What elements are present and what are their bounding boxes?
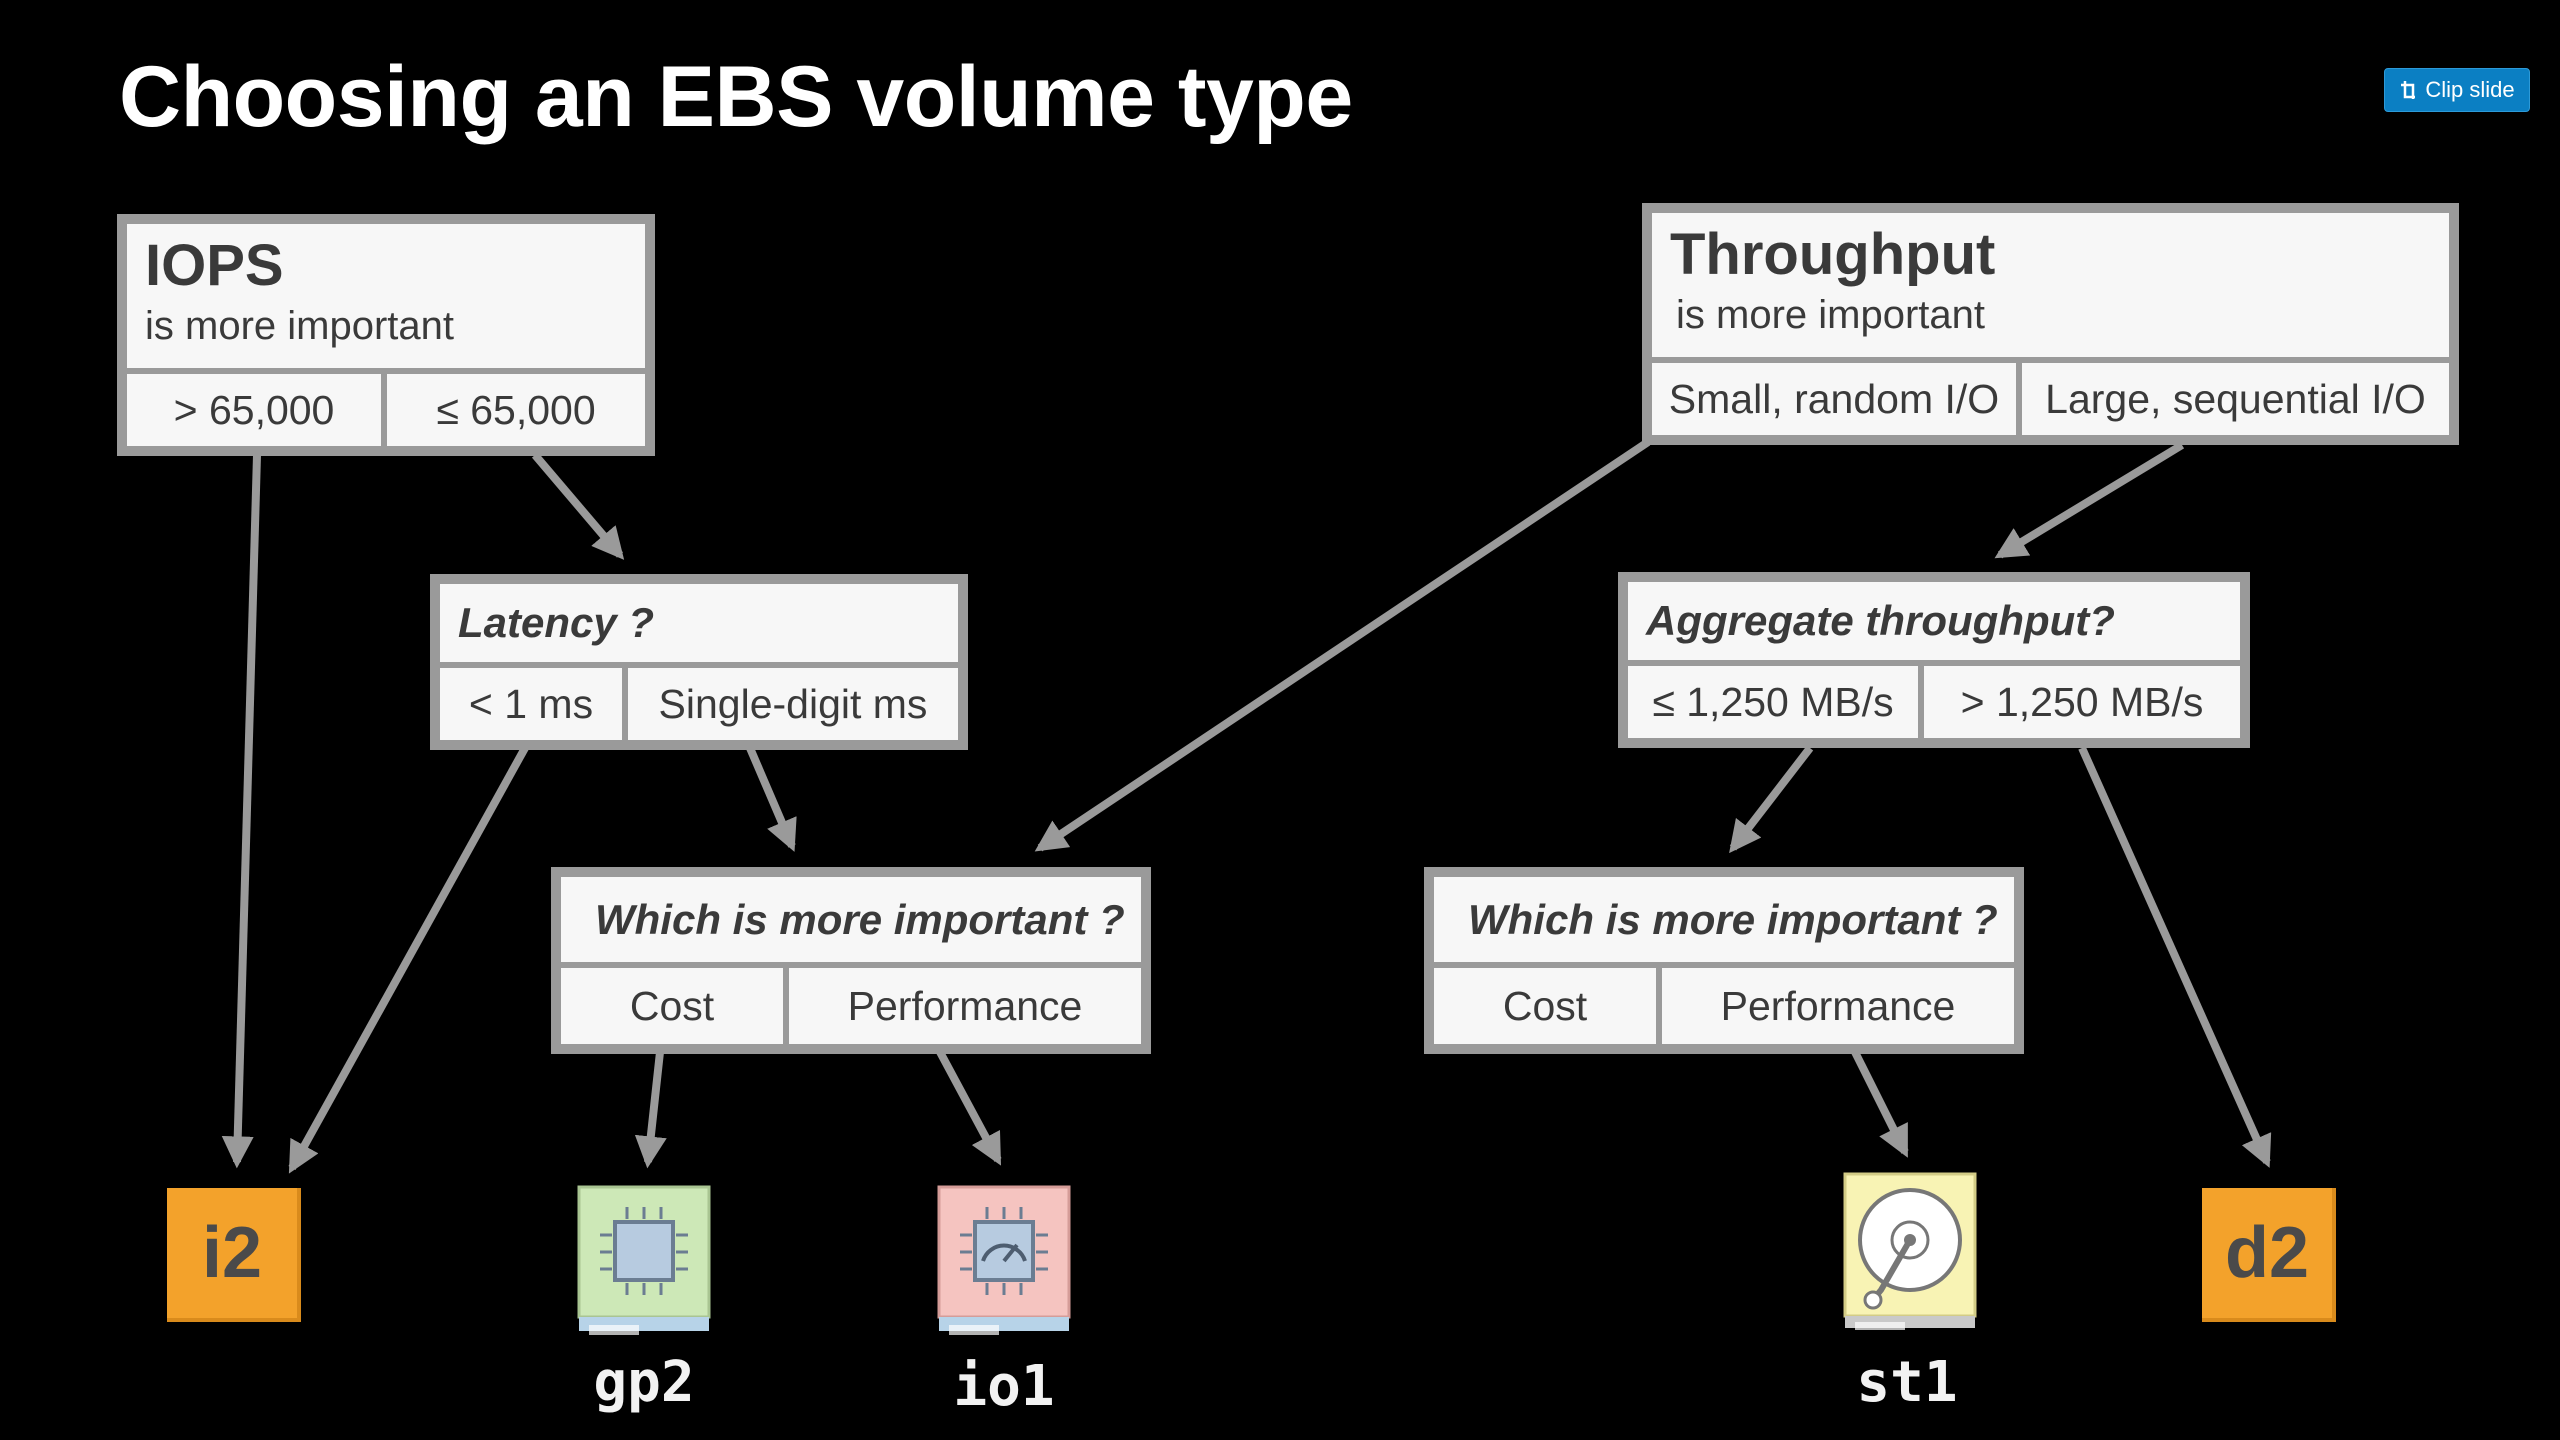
which-ssd-header [561, 877, 1141, 962]
iops-subheading: is more important [145, 304, 454, 348]
latency-option-single-digit: Single-digit ms [628, 668, 958, 740]
aggregate-question: Aggregate throughput? [1646, 597, 2115, 644]
which-ssd-question: Which is more important ? [595, 895, 1125, 943]
which-hdd-option-cost: Cost [1434, 968, 1656, 1044]
aggregate-option-le-1250: ≤ 1,250 MB/s [1628, 666, 1918, 738]
slide-title: Choosing an EBS volume type [119, 49, 1353, 145]
throughput-option-large-sequential: Large, sequential I/O [2022, 363, 2449, 435]
iops-header [127, 224, 645, 368]
arrow-iops-gt65k-to-i2 [237, 455, 257, 1162]
which-hdd-question: Which is more important ? [1468, 895, 1998, 943]
arrow-iops-le65k-to-latency [535, 455, 620, 555]
which-important-ssd-box [551, 867, 1151, 1054]
latency-header [440, 584, 958, 662]
arrow-gt1250-to-d2 [2082, 748, 2267, 1162]
outcome-i2-badge [167, 1188, 301, 1322]
aggregate-header [1628, 582, 2240, 660]
throughput-decision-box [1642, 203, 2459, 445]
iops-option-gt-65000: > 65,000 [127, 374, 381, 446]
outcome-d2-label: d2 [2224, 1213, 2310, 1293]
which-hdd-option-performance: Performance [1662, 968, 2014, 1044]
iops-decision-box [117, 214, 655, 456]
iops-option-le-65000: ≤ 65,000 [387, 374, 645, 446]
aggregate-option-gt-1250: > 1,250 MB/s [1924, 666, 2240, 738]
arrow-large-seq-to-aggregate [2000, 445, 2182, 555]
arrow-small-random-to-which [1040, 442, 1648, 848]
arrow-perf-to-io1 [940, 1052, 998, 1160]
which-important-hdd-box [1424, 867, 2024, 1054]
latency-question: Latency ? [458, 599, 655, 646]
throughput-option-small-random: Small, random I/O [1652, 363, 2016, 435]
latency-option-lt-1ms: < 1 ms [440, 668, 622, 740]
clip-slide-label: Clip slide [2425, 77, 2515, 102]
outcome-io1-label: io1 [953, 1354, 1055, 1419]
outcome-gp2-label: gp2 [593, 1350, 695, 1415]
outcome-st1-label: st1 [1856, 1350, 1958, 1415]
throughput-heading: Throughput [1670, 222, 1996, 287]
ssd-chip-icon [577, 1185, 711, 1353]
throughput-header [1652, 213, 2449, 357]
ssd-gauge-icon [937, 1185, 1071, 1353]
hdd-disk-icon [1843, 1172, 1977, 1342]
arrow-latency-single-to-which [750, 748, 792, 846]
arrow-latency-lt1ms-to-i2 [292, 748, 525, 1168]
outcome-d2-badge [2202, 1188, 2336, 1322]
arrow-le1250-to-which-hdd [1733, 748, 1810, 848]
arrow-hdd-perf-to-st1 [1855, 1052, 1905, 1152]
which-ssd-option-performance: Performance [789, 968, 1141, 1044]
throughput-subheading: is more important [1676, 293, 1985, 337]
which-hdd-header [1434, 877, 2014, 962]
latency-decision-box [430, 574, 968, 750]
outcome-i2-label: i2 [201, 1213, 263, 1293]
which-ssd-option-cost: Cost [561, 968, 783, 1044]
arrow-cost-to-gp2 [648, 1052, 660, 1162]
iops-heading: IOPS [145, 233, 284, 298]
aggregate-throughput-box [1618, 572, 2250, 748]
